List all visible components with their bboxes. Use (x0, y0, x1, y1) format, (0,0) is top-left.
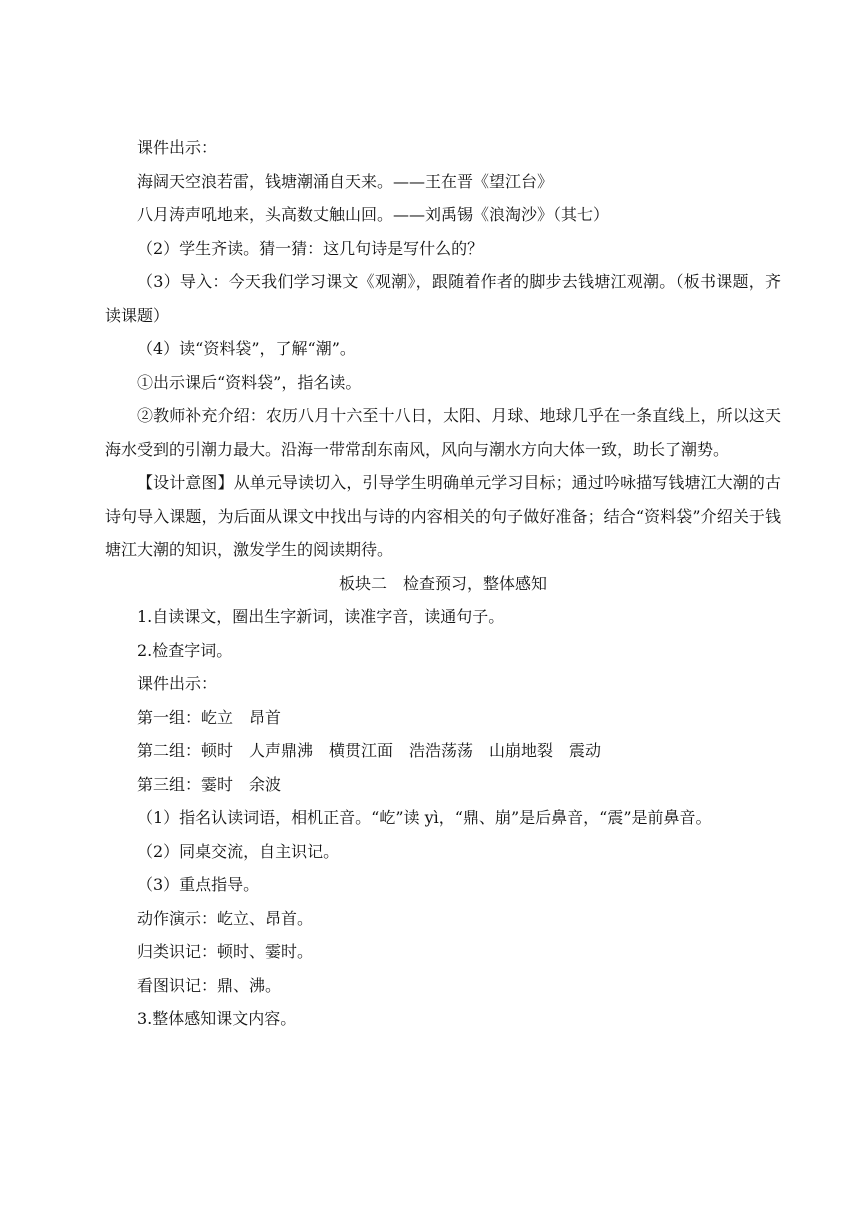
design-intent-paragraph: 【设计意图】从单元导读切入，引导学生明确单元学习目标；通过吟咏描写钱塘江大潮的古诗句导入课题，为后面从课文中找出与诗的内容相关的句子做好准备；结合“资料袋”介绍关于钱塘江大潮的知识，激发学生的阅读期待。 (105, 473, 781, 559)
text-line: 课件出示： (137, 674, 218, 693)
paragraph: ②教师补充介绍：农历八月十六至十八日，太阳、月球、地球几乎在一条直线上，所以这天海水受到的引潮力最大。沿海一带常刮东南风，风向与潮水方向大体一致，助长了潮势。 (105, 406, 781, 459)
text-line: （3）重点指导。 (137, 875, 260, 894)
poem-line: 海阔天空浪若雷，钱塘潮涌自天来。——王在晋《望江台》 (137, 171, 554, 191)
text-line: （2）同桌交流，自主识记。 (137, 841, 340, 861)
word-group-line: 第三组：霎时 余波 (137, 774, 282, 794)
paragraph: （3）导入：今天我们学习课文《观潮》，跟随着作者的脚步去钱塘江观潮。（板书课题，齐读课题） (105, 272, 781, 325)
text-line: 看图识记：鼎、沸。 (137, 975, 282, 995)
text-line: 2.检查字词。 (137, 640, 233, 660)
text-line: 课件出示： (137, 138, 218, 157)
text-line: （2）学生齐读。猜一猜：这几句诗是写什么的？ (137, 238, 484, 258)
paragraph: （1）指名认读词语，相机正音。“屹”读 yì，“鼎、崩”是后鼻音，“震”是前鼻音。 (137, 808, 712, 827)
text-line: 归类识记：顿时、霎时。 (137, 942, 314, 961)
word-group-line: 第一组：屹立 昂首 (137, 707, 282, 727)
text-line: 3.整体感知课文内容。 (137, 1009, 297, 1028)
word-group-line: 第二组：顿时 人声鼎沸 横贯江面 浩浩荡荡 山崩地裂 震动 (137, 741, 602, 760)
section-heading: 板块二 检查预习，整体感知 (338, 573, 547, 593)
text-line: 动作演示：屹立、昂首。 (137, 908, 314, 928)
poem-line: 八月涛声吼地来，头高数丈触山回。——刘禹锡《浪淘沙》（其七） (137, 205, 610, 224)
document-body (105, 131, 781, 1036)
text-line: 1.自读课文，圈出生字新词，读准字音，读通句子。 (137, 607, 505, 626)
text-line: （4）读“资料袋”，了解“潮”。 (137, 339, 356, 358)
text-line: ①出示课后“资料袋”，指名读。 (137, 372, 362, 392)
